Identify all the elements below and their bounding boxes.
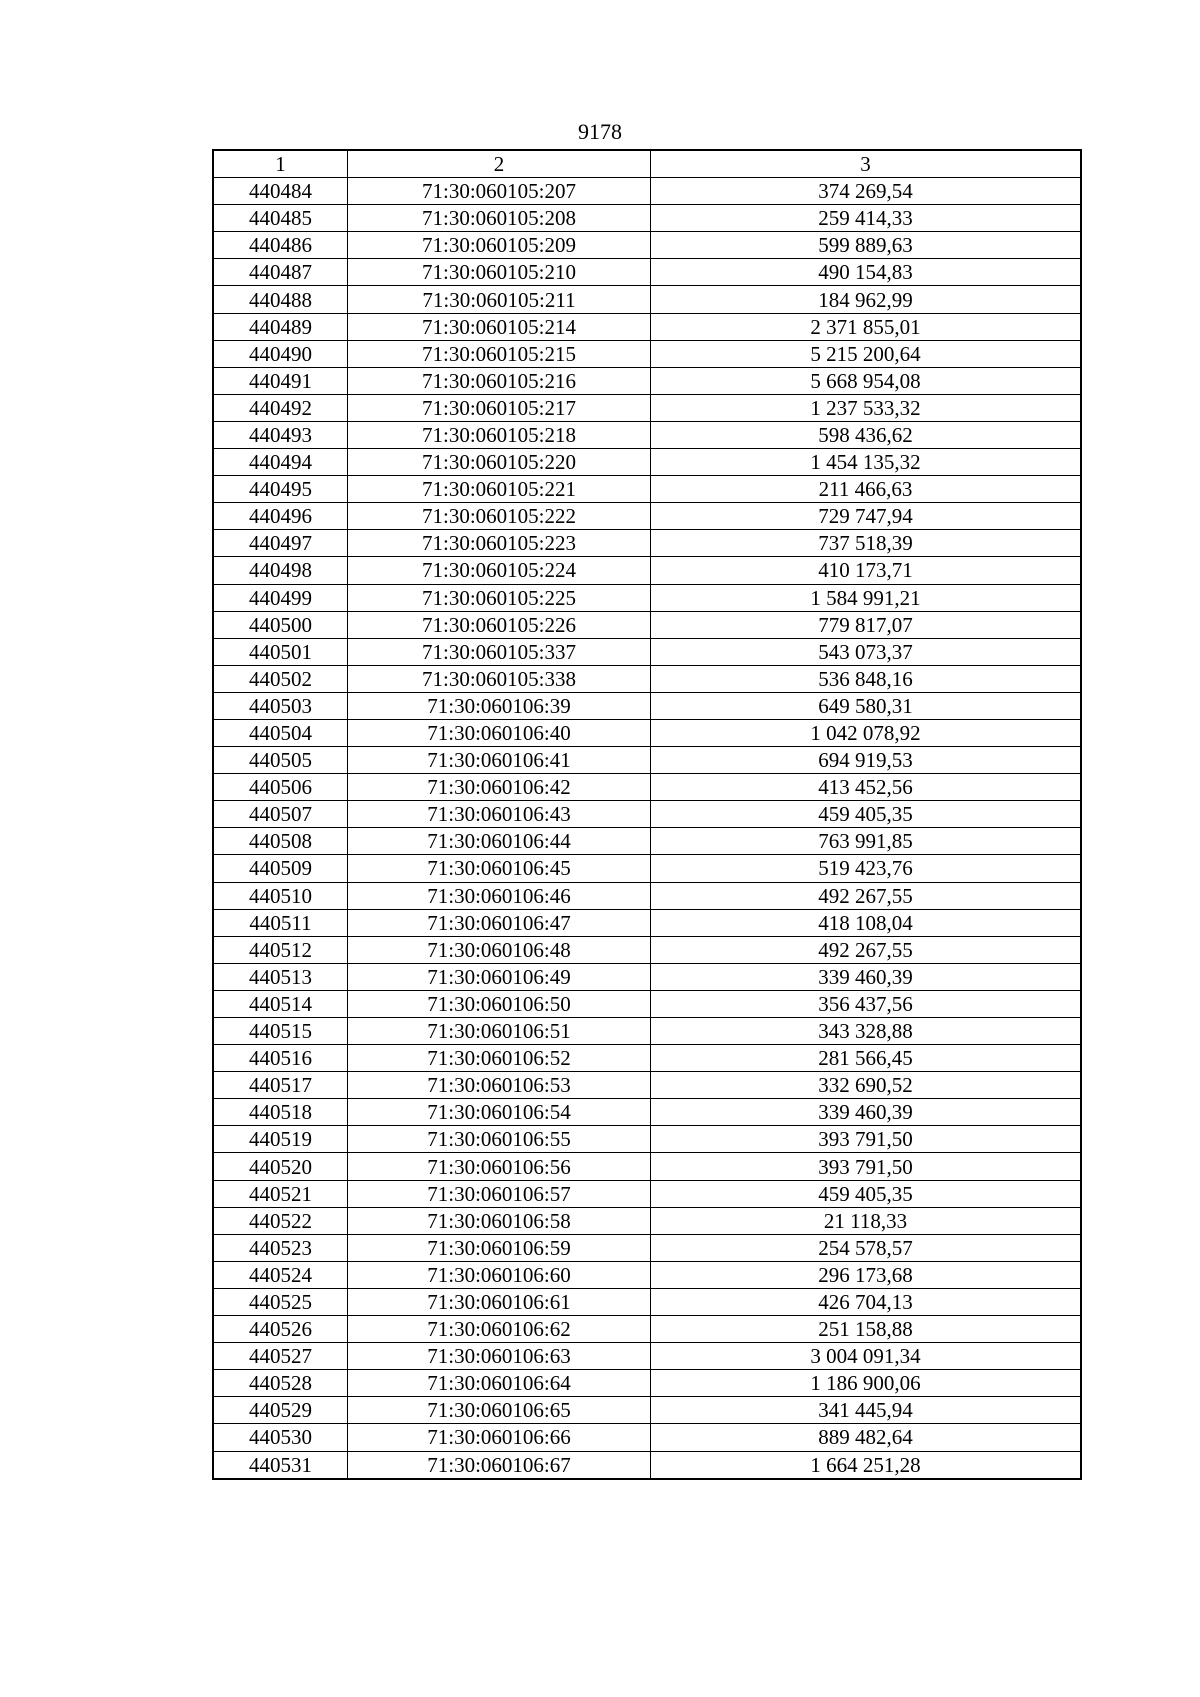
- cadastral-number-cell: 71:30:060106:58: [348, 1207, 651, 1234]
- value-cell: 1 664 251,28: [651, 1451, 1082, 1479]
- cadastral-number-cell: 71:30:060105:223: [348, 530, 651, 557]
- value-cell: 5 215 200,64: [651, 340, 1082, 367]
- table-row: [213, 1045, 1081, 1072]
- table-row: [213, 584, 1081, 611]
- row-number-cell: 440523: [213, 1234, 348, 1261]
- cadastral-number-cell: 71:30:060106:40: [348, 719, 651, 746]
- row-number-cell: 440516: [213, 1045, 348, 1072]
- value-cell: 259 414,33: [651, 205, 1082, 232]
- row-number-cell: 440525: [213, 1288, 348, 1315]
- row-number-cell: 440505: [213, 747, 348, 774]
- row-number-cell: 440485: [213, 205, 348, 232]
- value-cell: 343 328,88: [651, 1018, 1082, 1045]
- table-row: [213, 1397, 1081, 1424]
- cadastral-number-cell: 71:30:060105:224: [348, 557, 651, 584]
- table-row: [213, 719, 1081, 746]
- cadastral-number-cell: 71:30:060106:55: [348, 1126, 651, 1153]
- cadastral-number-cell: 71:30:060106:59: [348, 1234, 651, 1261]
- table-row: [213, 611, 1081, 638]
- table-row: [213, 1153, 1081, 1180]
- row-number-cell: 440506: [213, 774, 348, 801]
- row-number-cell: 440501: [213, 638, 348, 665]
- row-number-cell: 440518: [213, 1099, 348, 1126]
- table-row: [213, 178, 1081, 205]
- row-number-cell: 440492: [213, 394, 348, 421]
- cadastral-number-cell: 71:30:060106:47: [348, 909, 651, 936]
- row-number-cell: 440489: [213, 313, 348, 340]
- table-row: [213, 801, 1081, 828]
- table-row: [213, 1316, 1081, 1343]
- value-cell: 5 668 954,08: [651, 367, 1082, 394]
- row-number-cell: 440504: [213, 719, 348, 746]
- table-body: [213, 150, 1081, 1479]
- value-cell: 694 919,53: [651, 747, 1082, 774]
- cadastral-number-cell: 71:30:060106:64: [348, 1370, 651, 1397]
- value-cell: 519 423,76: [651, 855, 1082, 882]
- table-row: [213, 692, 1081, 719]
- value-cell: 341 445,94: [651, 1397, 1082, 1424]
- cadastral-number-cell: 71:30:060105:209: [348, 232, 651, 259]
- table-row: [213, 936, 1081, 963]
- value-cell: 393 791,50: [651, 1126, 1082, 1153]
- cadastral-number-cell: 71:30:060105:220: [348, 449, 651, 476]
- table-row: [213, 1288, 1081, 1315]
- table-row: [213, 990, 1081, 1017]
- cadastral-number-cell: 71:30:060105:337: [348, 638, 651, 665]
- value-cell: 889 482,64: [651, 1424, 1082, 1451]
- table-row: [213, 963, 1081, 990]
- row-number-cell: 440526: [213, 1316, 348, 1343]
- cadastral-number-cell: 71:30:060105:338: [348, 665, 651, 692]
- cadastral-number-cell: 71:30:060106:46: [348, 882, 651, 909]
- cadastral-number-cell: 71:30:060106:52: [348, 1045, 651, 1072]
- value-cell: 543 073,37: [651, 638, 1082, 665]
- row-number-cell: 440508: [213, 828, 348, 855]
- row-number-cell: 440510: [213, 882, 348, 909]
- value-cell: 254 578,57: [651, 1234, 1082, 1261]
- row-number-cell: 440515: [213, 1018, 348, 1045]
- table-row: [213, 1261, 1081, 1288]
- value-cell: 1 186 900,06: [651, 1370, 1082, 1397]
- column-header-1: 1: [213, 150, 348, 178]
- table-row: [213, 747, 1081, 774]
- cadastral-number-cell: 71:30:060106:62: [348, 1316, 651, 1343]
- table-row: [213, 828, 1081, 855]
- value-cell: 339 460,39: [651, 963, 1082, 990]
- table-row: [213, 1018, 1081, 1045]
- table-row: [213, 1370, 1081, 1397]
- cadastral-number-cell: 71:30:060106:66: [348, 1424, 651, 1451]
- value-cell: 2 371 855,01: [651, 313, 1082, 340]
- table-row: [213, 1424, 1081, 1451]
- value-cell: 1 454 135,32: [651, 449, 1082, 476]
- cadastral-number-cell: 71:30:060106:41: [348, 747, 651, 774]
- row-number-cell: 440493: [213, 421, 348, 448]
- cadastral-number-cell: 71:30:060106:53: [348, 1072, 651, 1099]
- value-cell: 598 436,62: [651, 421, 1082, 448]
- cadastral-number-cell: 71:30:060105:218: [348, 421, 651, 448]
- cadastral-number-cell: 71:30:060105:214: [348, 313, 651, 340]
- cadastral-number-cell: 71:30:060106:45: [348, 855, 651, 882]
- row-number-cell: 440491: [213, 367, 348, 394]
- value-cell: 418 108,04: [651, 909, 1082, 936]
- value-cell: 3 004 091,34: [651, 1343, 1082, 1370]
- table-row: [213, 530, 1081, 557]
- value-cell: 459 405,35: [651, 1180, 1082, 1207]
- row-number-cell: 440494: [213, 449, 348, 476]
- cadastral-number-cell: 71:30:060105:217: [348, 394, 651, 421]
- cadastral-number-cell: 71:30:060105:211: [348, 286, 651, 313]
- row-number-cell: 440524: [213, 1261, 348, 1288]
- cadastral-number-cell: 71:30:060105:215: [348, 340, 651, 367]
- table-row: [213, 909, 1081, 936]
- value-cell: 211 466,63: [651, 476, 1082, 503]
- table-row: [213, 1207, 1081, 1234]
- row-number-cell: 440497: [213, 530, 348, 557]
- cadastral-number-cell: 71:30:060106:49: [348, 963, 651, 990]
- value-cell: 536 848,16: [651, 665, 1082, 692]
- row-number-cell: 440522: [213, 1207, 348, 1234]
- cadastral-number-cell: 71:30:060105:221: [348, 476, 651, 503]
- row-number-cell: 440529: [213, 1397, 348, 1424]
- table-row: [213, 774, 1081, 801]
- cadastral-number-cell: 71:30:060105:225: [348, 584, 651, 611]
- cadastral-number-cell: 71:30:060106:57: [348, 1180, 651, 1207]
- table-row: [213, 476, 1081, 503]
- value-cell: 296 173,68: [651, 1261, 1082, 1288]
- row-number-cell: 440509: [213, 855, 348, 882]
- value-cell: 184 962,99: [651, 286, 1082, 313]
- table-row: [213, 638, 1081, 665]
- cadastral-number-cell: 71:30:060106:63: [348, 1343, 651, 1370]
- row-number-cell: 440498: [213, 557, 348, 584]
- cadastral-number-cell: 71:30:060105:210: [348, 259, 651, 286]
- value-cell: 251 158,88: [651, 1316, 1082, 1343]
- value-cell: 1 237 533,32: [651, 394, 1082, 421]
- cadastral-number-cell: 71:30:060105:207: [348, 178, 651, 205]
- table-row: [213, 205, 1081, 232]
- cadastral-number-cell: 71:30:060106:48: [348, 936, 651, 963]
- value-cell: 492 267,55: [651, 882, 1082, 909]
- value-cell: 779 817,07: [651, 611, 1082, 638]
- row-number-cell: 440507: [213, 801, 348, 828]
- cadastral-number-cell: 71:30:060106:39: [348, 692, 651, 719]
- value-cell: 413 452,56: [651, 774, 1082, 801]
- value-cell: 492 267,55: [651, 936, 1082, 963]
- row-number-cell: 440513: [213, 963, 348, 990]
- table-row: [213, 1126, 1081, 1153]
- table-header-row: [213, 150, 1081, 178]
- table-row: [213, 1234, 1081, 1261]
- row-number-cell: 440499: [213, 584, 348, 611]
- value-cell: 21 118,33: [651, 1207, 1082, 1234]
- table-row: [213, 1451, 1081, 1479]
- value-cell: 281 566,45: [651, 1045, 1082, 1072]
- cadastral-number-cell: 71:30:060106:61: [348, 1288, 651, 1315]
- cadastral-number-cell: 71:30:060106:43: [348, 801, 651, 828]
- value-cell: 737 518,39: [651, 530, 1082, 557]
- cadastral-number-cell: 71:30:060105:222: [348, 503, 651, 530]
- value-cell: 459 405,35: [651, 801, 1082, 828]
- page-number: 9178: [578, 119, 622, 144]
- table-row: [213, 1180, 1081, 1207]
- column-header-2: 2: [348, 150, 651, 178]
- table-row: [213, 1343, 1081, 1370]
- registry-table: [212, 149, 1082, 1480]
- row-number-cell: 440517: [213, 1072, 348, 1099]
- value-cell: 426 704,13: [651, 1288, 1082, 1315]
- cadastral-number-cell: 71:30:060105:208: [348, 205, 651, 232]
- value-cell: 490 154,83: [651, 259, 1082, 286]
- value-cell: 649 580,31: [651, 692, 1082, 719]
- row-number-cell: 440487: [213, 259, 348, 286]
- row-number-cell: 440519: [213, 1126, 348, 1153]
- cadastral-number-cell: 71:30:060106:44: [348, 828, 651, 855]
- table-row: [213, 367, 1081, 394]
- row-number-cell: 440520: [213, 1153, 348, 1180]
- row-number-cell: 440521: [213, 1180, 348, 1207]
- value-cell: 763 991,85: [651, 828, 1082, 855]
- row-number-cell: 440502: [213, 665, 348, 692]
- table-row: [213, 503, 1081, 530]
- cadastral-number-cell: 71:30:060105:216: [348, 367, 651, 394]
- table-row: [213, 855, 1081, 882]
- value-cell: 1 584 991,21: [651, 584, 1082, 611]
- row-number-cell: 440484: [213, 178, 348, 205]
- table-row: [213, 259, 1081, 286]
- table-row: [213, 313, 1081, 340]
- cadastral-number-cell: 71:30:060106:50: [348, 990, 651, 1017]
- value-cell: 729 747,94: [651, 503, 1082, 530]
- table-row: [213, 232, 1081, 259]
- table-row: [213, 557, 1081, 584]
- cadastral-number-cell: 71:30:060106:54: [348, 1099, 651, 1126]
- table-row: [213, 394, 1081, 421]
- table-row: [213, 286, 1081, 313]
- table-row: [213, 340, 1081, 367]
- value-cell: 599 889,63: [651, 232, 1082, 259]
- row-number-cell: 440531: [213, 1451, 348, 1479]
- value-cell: 356 437,56: [651, 990, 1082, 1017]
- cadastral-number-cell: 71:30:060106:67: [348, 1451, 651, 1479]
- row-number-cell: 440490: [213, 340, 348, 367]
- value-cell: 339 460,39: [651, 1099, 1082, 1126]
- row-number-cell: 440514: [213, 990, 348, 1017]
- cadastral-number-cell: 71:30:060106:42: [348, 774, 651, 801]
- row-number-cell: 440488: [213, 286, 348, 313]
- row-number-cell: 440530: [213, 1424, 348, 1451]
- table-row: [213, 665, 1081, 692]
- value-cell: 1 042 078,92: [651, 719, 1082, 746]
- value-cell: 410 173,71: [651, 557, 1082, 584]
- row-number-cell: 440528: [213, 1370, 348, 1397]
- row-number-cell: 440495: [213, 476, 348, 503]
- value-cell: 332 690,52: [651, 1072, 1082, 1099]
- row-number-cell: 440527: [213, 1343, 348, 1370]
- table-row: [213, 1072, 1081, 1099]
- row-number-cell: 440496: [213, 503, 348, 530]
- cadastral-number-cell: 71:30:060106:51: [348, 1018, 651, 1045]
- value-cell: 393 791,50: [651, 1153, 1082, 1180]
- table-row: [213, 1099, 1081, 1126]
- row-number-cell: 440500: [213, 611, 348, 638]
- table-row: [213, 421, 1081, 448]
- table-row: [213, 882, 1081, 909]
- table-row: [213, 449, 1081, 476]
- row-number-cell: 440503: [213, 692, 348, 719]
- column-header-3: 3: [651, 150, 1082, 178]
- cadastral-number-cell: 71:30:060106:56: [348, 1153, 651, 1180]
- cadastral-number-cell: 71:30:060105:226: [348, 611, 651, 638]
- row-number-cell: 440512: [213, 936, 348, 963]
- cadastral-number-cell: 71:30:060106:65: [348, 1397, 651, 1424]
- value-cell: 374 269,54: [651, 178, 1082, 205]
- cadastral-number-cell: 71:30:060106:60: [348, 1261, 651, 1288]
- row-number-cell: 440486: [213, 232, 348, 259]
- row-number-cell: 440511: [213, 909, 348, 936]
